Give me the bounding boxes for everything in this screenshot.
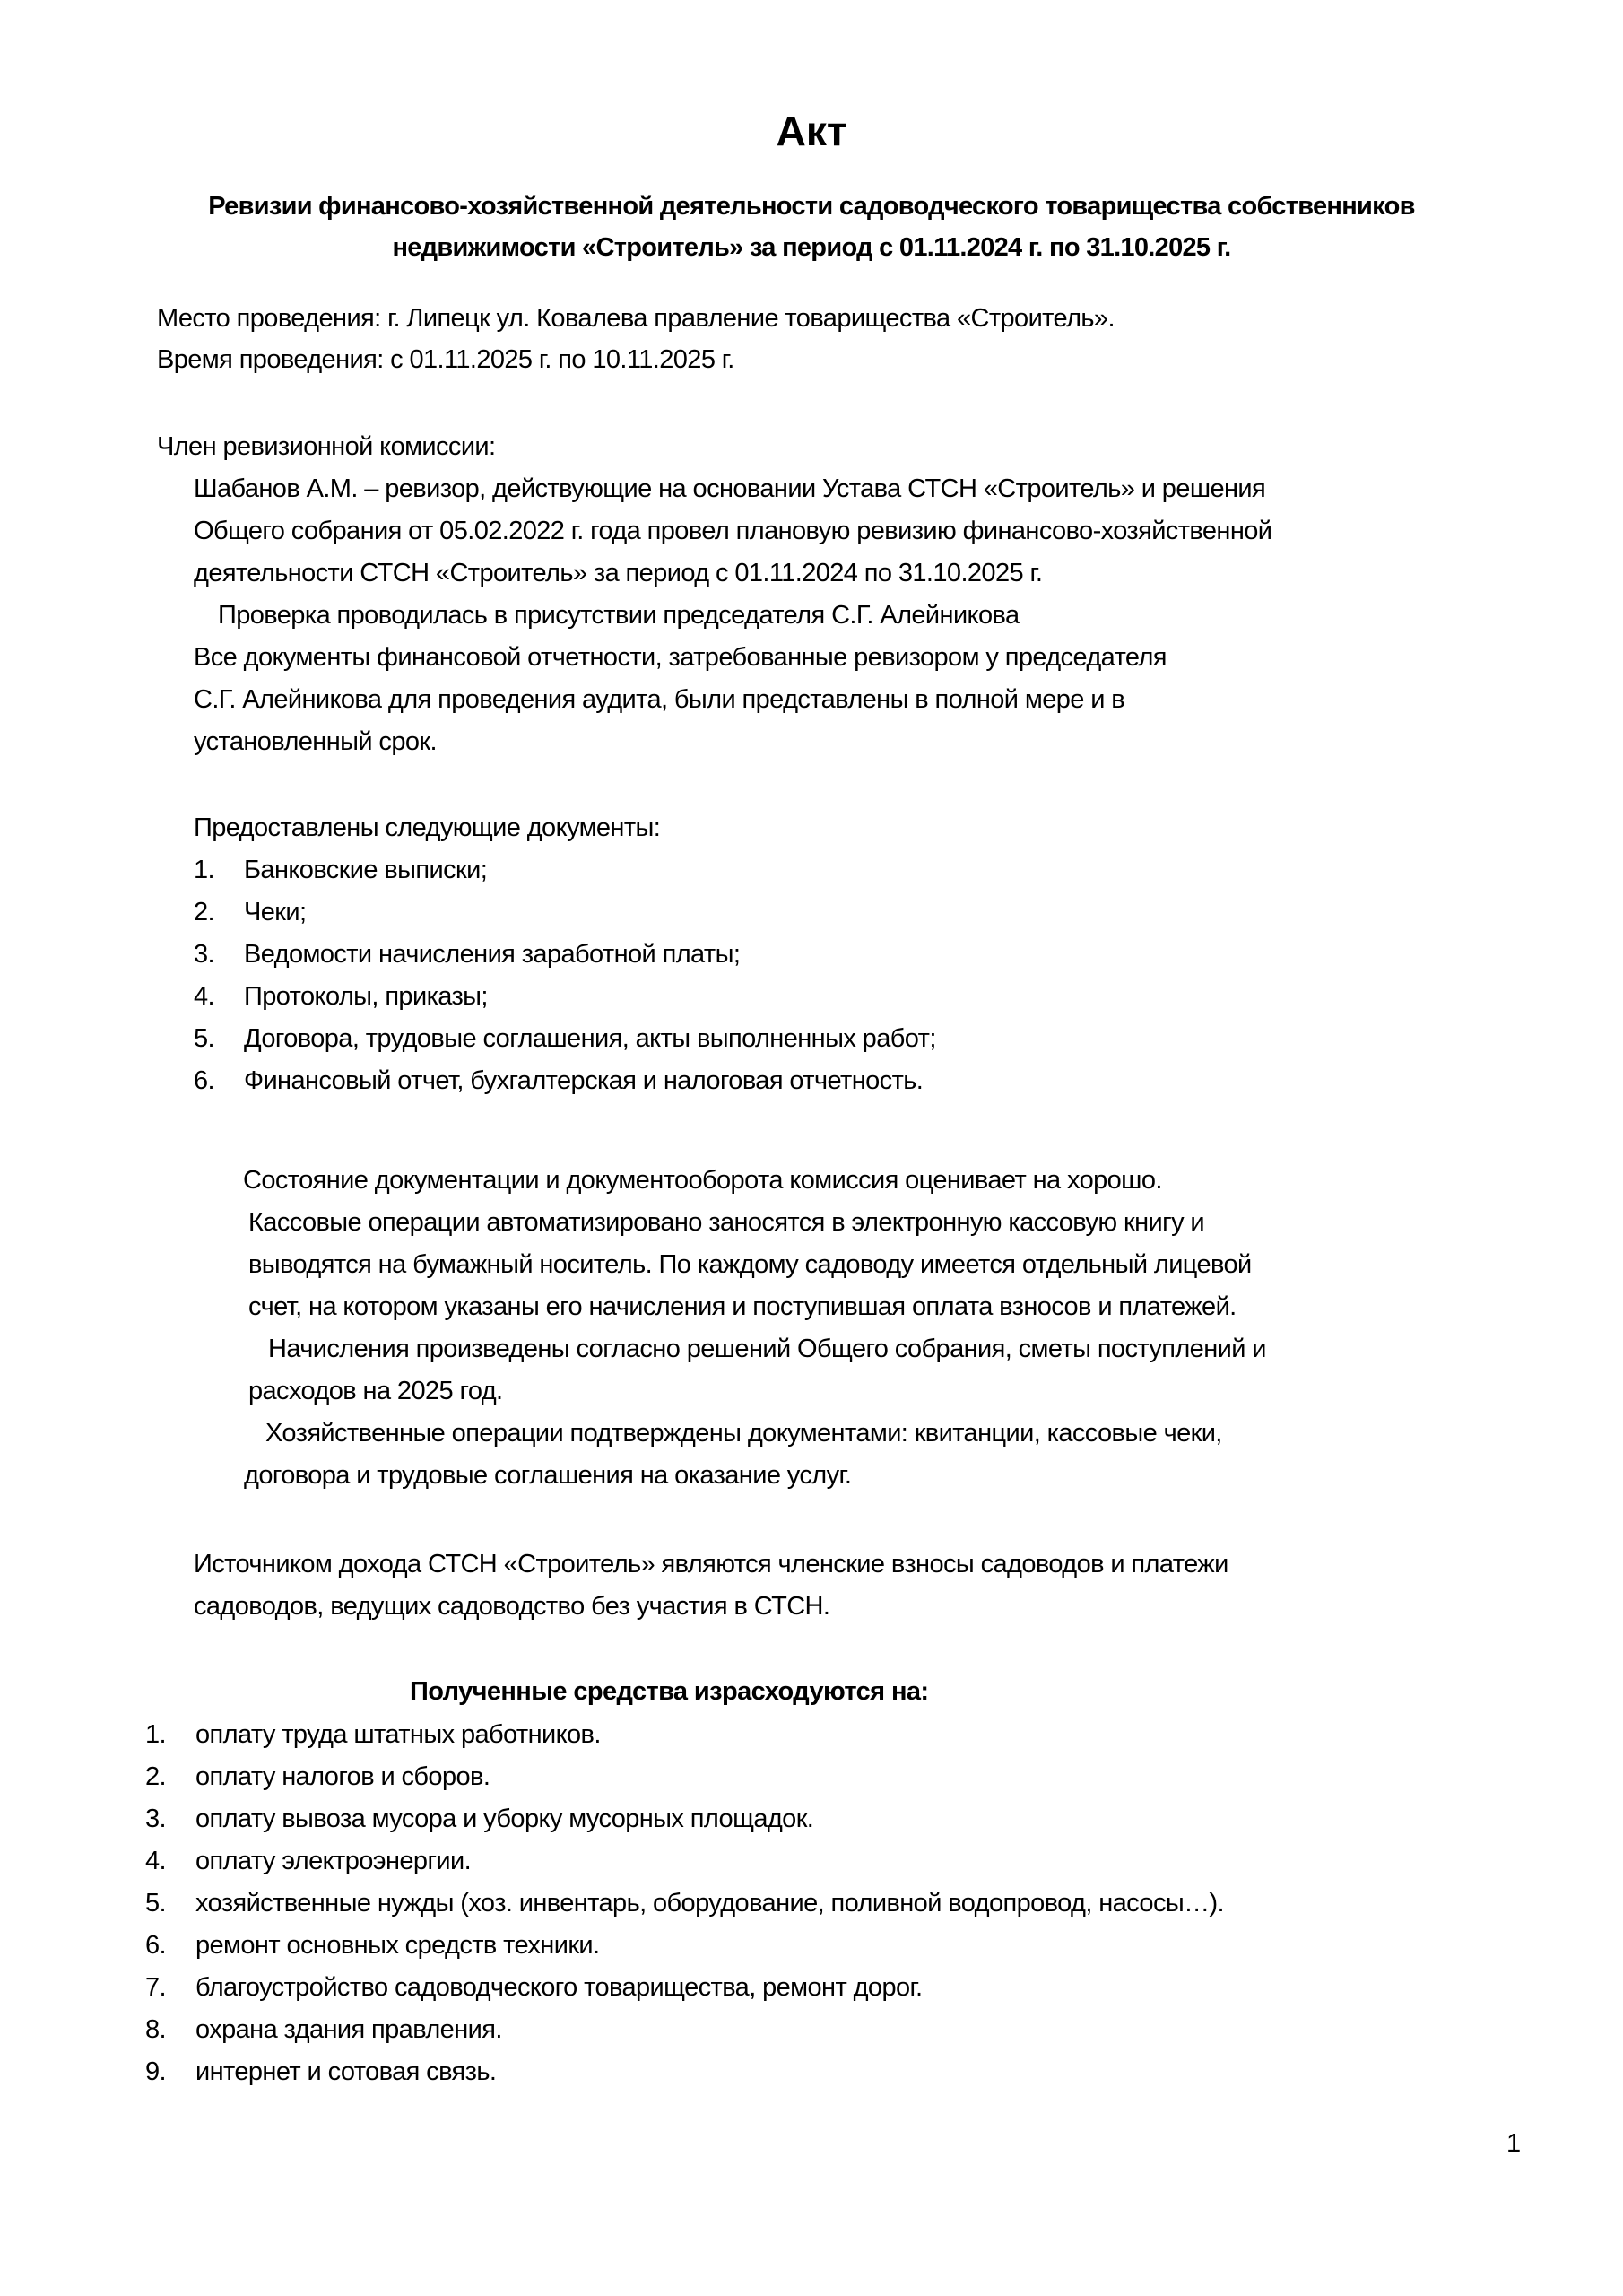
documents-list-item <box>194 980 488 1013</box>
assessment-line: Хозяйственные операции подтверждены документами: квитанции, кассовые чеки, <box>265 1419 1222 1448</box>
list-number: 6. <box>194 1066 214 1095</box>
list-item-text: охрана здания правления. <box>195 2015 502 2044</box>
list-item-text: ремонт основных средств техники. <box>195 1931 600 1960</box>
list-item-text: Ведомости начисления заработной платы; <box>244 940 741 969</box>
expenses-list-item <box>145 1718 601 1751</box>
document-subtitle-line-1: Ревизии финансово-хозяйственной деятельности садоводческого товарищества собственников <box>208 192 1415 221</box>
assessment-line: Кассовые операции автоматизировано заносятся в электронную кассовую книгу и <box>248 1208 1205 1237</box>
commission-text-line: деятельности СТСН «Строитель» за период с 01.11.2024 по 31.10.2025 г. <box>194 559 1043 587</box>
documents-list-item <box>194 854 487 886</box>
documents-list-item <box>194 1022 936 1055</box>
list-number: 3. <box>194 940 214 969</box>
expenses-list-item <box>145 2056 496 2088</box>
assessment-line: Начисления произведены согласно решений Общего собрания, сметы поступлений и <box>268 1335 1266 1363</box>
expenses-list-item <box>145 1761 490 1793</box>
list-number: 2. <box>145 1762 166 1791</box>
list-number: 6. <box>145 1931 166 1960</box>
list-number: 1. <box>194 856 214 884</box>
time-line: Время проведения: с 01.11.2025 г. по 10.11.2025 г. <box>157 345 734 374</box>
list-number: 5. <box>194 1024 214 1053</box>
commission-text-line: Проверка проводилась в присутствии председателя С.Г. Алейникова <box>218 601 1020 630</box>
expenses-heading: Полученные средства израсходуются на: <box>410 1677 929 1706</box>
expenses-list-item <box>145 1845 471 1877</box>
assessment-line: договора и трудовые соглашения на оказание услуг. <box>244 1461 852 1490</box>
list-number: 4. <box>194 982 214 1011</box>
list-number: 7. <box>145 1973 166 2002</box>
list-number: 3. <box>145 1805 166 1833</box>
income-line: садоводов, ведущих садоводство без участия в СТСН. <box>194 1592 830 1621</box>
commission-text-line: Все документы финансовой отчетности, затребованные ревизором у председателя <box>194 643 1167 672</box>
list-item-text: Финансовый отчет, бухгалтерская и налоговая отчетность. <box>244 1066 924 1095</box>
list-item-text: оплату труда штатных работников. <box>195 1720 601 1749</box>
commission-label: Член ревизионной комиссии: <box>157 432 496 461</box>
expenses-list-item <box>145 2013 502 2046</box>
list-number: 8. <box>145 2015 166 2044</box>
documents-list-item <box>194 896 306 928</box>
document-title: Акт <box>776 108 847 154</box>
place-line: Место проведения: г. Липецк ул. Ковалева правление товарищества «Строитель». <box>157 304 1115 333</box>
list-number: 9. <box>145 2057 166 2086</box>
assessment-line: счет, на котором указаны его начисления и поступившая оплата взносов и платежей. <box>248 1292 1237 1321</box>
list-item-text: интернет и сотовая связь. <box>195 2057 497 2086</box>
commission-text-line: Общего собрания от 05.02.2022 г. года провел плановую ревизию финансово-хозяйственной <box>194 517 1272 545</box>
list-number: 2. <box>194 898 214 926</box>
document-subtitle-line-2: недвижимости «Строитель» за период с 01.11.2024 г. по 31.10.2025 г. <box>392 233 1231 262</box>
expenses-list-item <box>145 1803 813 1835</box>
list-item-text: оплату налогов и сборов. <box>195 1762 490 1791</box>
commission-text-line: Шабанов А.М. – ревизор, действующие на основании Устава СТСН «Строитель» и решения <box>194 474 1266 503</box>
expenses-list-item <box>145 1887 1224 1919</box>
list-item-text: хозяйственные нужды (хоз. инвентарь, оборудование, поливной водопровод, насосы…). <box>195 1889 1224 1918</box>
assessment-line: выводятся на бумажный носитель. По каждому садоводу имеется отдельный лицевой <box>248 1250 1252 1279</box>
commission-text-line: установленный срок. <box>194 727 437 756</box>
list-number: 1. <box>145 1720 166 1749</box>
documents-list-item <box>194 1065 923 1097</box>
income-line: Источником дохода СТСН «Строитель» являются членские взносы садоводов и платежи <box>194 1550 1228 1578</box>
documents-label: Предоставлены следующие документы: <box>194 813 661 842</box>
list-number: 5. <box>145 1889 166 1918</box>
assessment-line: Состояние документации и документооборота комиссия оценивает на хорошо. <box>243 1166 1162 1195</box>
expenses-list-item <box>145 1971 922 2004</box>
page-number: 1 <box>1506 2129 1522 2158</box>
documents-list-item <box>194 938 740 970</box>
list-item-text: Договора, трудовые соглашения, акты выполненных работ; <box>244 1024 936 1053</box>
list-item-text: Протоколы, приказы; <box>244 982 488 1011</box>
list-item-text: благоустройство садоводческого товарищества, ремонт дорог. <box>195 1973 923 2002</box>
list-item-text: Банковские выписки; <box>244 856 488 884</box>
list-item-text: оплату вывоза мусора и уборку мусорных площадок. <box>195 1805 814 1833</box>
commission-text-line: С.Г. Алейникова для проведения аудита, были представлены в полной мере и в <box>194 685 1125 714</box>
assessment-line: расходов на 2025 год. <box>248 1377 503 1405</box>
list-number: 4. <box>145 1847 166 1875</box>
expenses-list-item <box>145 1929 599 1961</box>
list-item-text: оплату электроэнергии. <box>195 1847 472 1875</box>
list-item-text: Чеки; <box>244 898 307 926</box>
